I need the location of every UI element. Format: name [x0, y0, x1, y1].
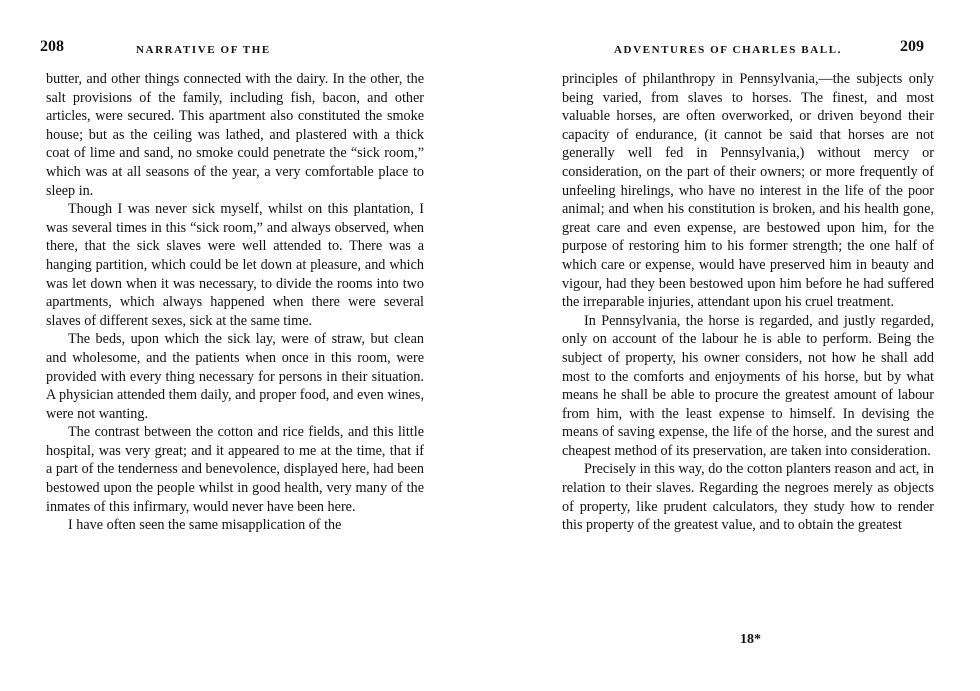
- running-head: ADVENTURES OF CHARLES BALL.: [614, 44, 842, 56]
- paragraph: The contrast between the cotton and rice fields, and this little hospital, was very great; and it appeared to me at the time, that if a part of the tenderness and benevolence, displayed here, had been bestowed upon the people whilst in good health, very many of the inmates of this infirmary, would never have been here.: [46, 424, 424, 515]
- paragraph: I have often seen the same misapplication of the: [68, 517, 342, 534]
- paragraph: In Pennsylvania, the horse is regarded, and justly regarded, only on account of the labour he is able to perform. Being the subject of property, his owner considers, not how he shall add most to the comforts and enjoyments of his horse, but by what means he shall be able to procure the greatest amount of labour from him, with the least expense to himself. In devising the means of saving expense, the life of the horse, and the surest and cheapest method of its preservation, are taken into consideration.: [562, 312, 934, 459]
- paragraph: principles of philanthropy in Pennsylvania,—the subjects only being varied, from slaves to horses. The finest, and most valuable horses, are often overworked, or driven beyond their capacity of endurance, (it cannot be said that horses are not generally well fed in Pennsylvania,) without mercy or consideration, on the part of their owners; or more frequently of unfeeling hirelings, who have no interest in the life of the poor animal; and when his constitution is broken, and his health gone, great care and even expense, are bestowed upon him, for the purpose of restoring him to his former strength; the one half of which care or expense, would have preserved him in beauty and vigour, had they been bestowed upon him before he had suffered the irreparable injuries, attendant upon his cruel treatment.: [562, 71, 934, 311]
- paragraph: butter, and other things connected with the dairy. In the other, the salt provisions of the family, including fish, bacon, and other articles, were secured. This apartment also constituted the smoke house; but as the ceiling was lathed, and plastered with a thick coat of lime and sand, no smoke could penetrate the “sick room,” which was at all seasons of the year, a very comfortable place to sleep in.: [46, 71, 424, 199]
- running-head: NARRATIVE OF THE: [136, 44, 271, 56]
- paragraph: Precisely in this way, do the cotton planters reason and act, in relation to their slaves. Regarding the negroes merely as objects of property, like prudent calculators, they study how to render this property of the greatest value, and to obtain the greatest: [562, 461, 934, 534]
- page-body: [46, 70, 424, 535]
- signature-mark: 18*: [740, 632, 761, 647]
- page-body: [562, 70, 934, 535]
- right-page: [490, 0, 980, 691]
- page-number: 208: [40, 38, 64, 55]
- paragraph: Though I was never sick myself, whilst on this plantation, I was several times in this “sick room,” and always observed, when there, that the sick slaves were well attended to. There was a hanging partition, which could be let down at pleasure, and which was let down when it was necessary, to divide the rooms into two apartments, which always happened when there were several slaves of different sexes, sick at the same time.: [46, 201, 424, 329]
- paragraph: The beds, upon which the sick lay, were of straw, but clean and wholesome, and the patients when once in this room, were provided with every thing necessary for persons in their situation. A physician attended them daily, and proper food, and even wines, were not wanting.: [46, 331, 424, 422]
- page-number: 209: [900, 38, 924, 55]
